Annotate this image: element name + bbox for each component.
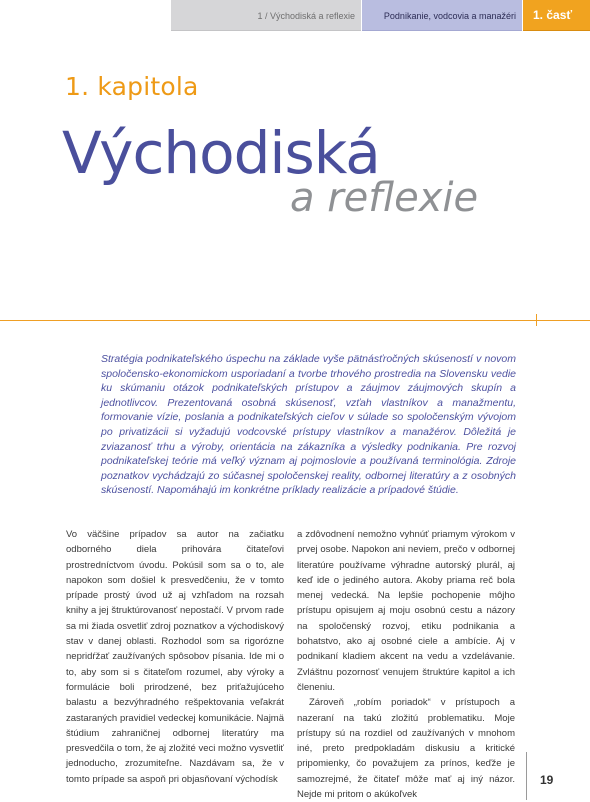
body-paragraph: a zdôvodnení nemožno vyhnúť priamym výrokom v prvej osobe. Napokon ani neviem, prečo v odbornej literatúre používame výhradne autorský plurál, aj keď ide o jediného autora. Akoby priama reč bola menej vedecká. Na lepšie pochopenie môjho prístupu opisujem aj moju osobnú cestu a názory na spoločenský rozvoj, etiku podnikania a bohatstvo, ako aj osobné ciele a ambície. Aj v podnikaní kladiem akcent na vedu a vzdelávanie. Zvláštnu pozornosť venujem štruktúre kapitol a ich členeniu. <box>297 529 515 693</box>
header-part-tab <box>523 0 590 31</box>
header-section-path: 1 / Východiská a reflexie <box>257 11 355 21</box>
page-number: 19 <box>540 773 554 787</box>
chapter-title-main: Východiská <box>62 119 380 187</box>
header-part-label: 1. časť <box>533 8 573 22</box>
chapter-label: 1. kapitola <box>65 72 199 101</box>
body-column-left <box>66 527 284 787</box>
body-paragraph: Zároveň „robím poriadok“ v prístupoch a nazeraní na takú zložitú problematiku. Moje prístupy sú na rozdiel od zaužívaných v mnohom iné, preto predpokladám diskusiu a kritické pripomienky, čo považujem za prínos, keďže je samozrejmé, že čitateľ môže mať aj iný názor. Nejde mi pritom o akúkoľvek <box>297 697 515 801</box>
body-column-right <box>297 527 515 802</box>
abstract-text: Stratégia podnikateľského úspechu na základe vyše pätnásťročných skúseností v novom spoločensko-ekonomickom usporiadaní a tvorbe trhového prostredia na Slovensku vedie ku skúmaniu otázok podnikateľských prístupov a záujmov záujmových skupín a jednotlivcov. Prezentovaná osobná skúsenosť, vzťah vlastníkov a manažmentu, formovanie vízie, poslania a podnikateľských cieľov v súlade so spoločenským vývojom po privatizácii si vyžadujú vodcovské prístupy vlastníkov a manažérov. Dôležitá je zviazanosť trhu a výroby, orientácia na zákazníka a výsledky podnikania. Pre rozvoj podnikateľskej teórie má veľký význam aj pojmoslovie a používaná terminológia. Zdroje poznatkov vychádzajú zo súčasnej spoločenskej reality, odbornej literatúry a z osobných skúseností. Napomáhajú im konkrétne príklady realizácie a prípadové štúdie. <box>101 353 516 497</box>
header-book-tab <box>362 0 522 31</box>
divider-rule <box>0 320 590 321</box>
chapter-title-sub: a reflexie <box>290 175 479 221</box>
footer-divider <box>526 752 527 800</box>
header-section-tab <box>171 0 361 31</box>
chapter-abstract <box>101 352 516 498</box>
divider-tick <box>536 314 537 326</box>
header-book-title: Podnikanie, vodcovia a manažéri <box>383 11 516 21</box>
body-paragraph: Vo väčšine prípadov sa autor na začiatku odborného diela prihovára čitateľovi prostredníctvom úvodu. Pokúsil som sa o to, ale napokon som došiel k presvedčeniu, že v tomto prípade prostý úvod už aj vzhľadom na rozsah knihy a jej štruktúrovanosť nepostačí. V prvom rade sa mi žiada osvetliť zdroj poznatkov a východiskový stav v danej oblasti. Rozhodol som sa rigorózne nepridŕžať zaužívaných spôsobov písania. Ide mi o to, aby som si s čitateľom rozumel, aby výroky a formulácie boli prirodzené, bez priťažujúceho balastu a bezvýhradného rešpektovania veľakrát zastaraných pravidiel vedeckej komunikácie. Najmä štúdium zahraničnej odbornej literatúry ma presvedčila o tom, že aj zložité veci možno vysvetliť jednoducho, zrozumiteľne. Nazdávam sa, že v tomto prípade sa aspoň pri objasňovaní východísk <box>66 529 284 785</box>
